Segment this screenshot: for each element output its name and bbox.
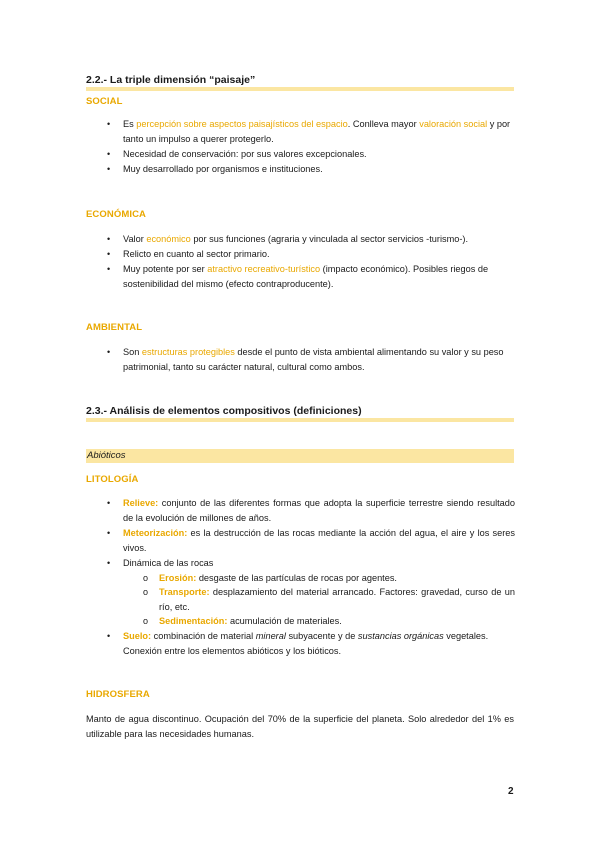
- ambiental-bullet-1: • Son estructuras protegibles desde el punto de vista ambiental alimentando su valor y su peso patrimonial, tanto su carácter natural, cultural como ambos.: [107, 347, 504, 372]
- economica-bullet-2: • Relicto en cuanto al sector primario.: [123, 247, 515, 262]
- bullet-icon: •: [107, 528, 111, 538]
- bullet-icon: •: [107, 249, 111, 259]
- sub-bullet-icon: o: [143, 587, 149, 597]
- economica-bullet-3: • Muy potente por ser atractivo recreativo-turístico (impacto económico). Posibles riegos de sostenibilidad del mismo (efecto contraproducente).: [107, 264, 489, 289]
- bullet-icon: •: [107, 264, 111, 274]
- sedimentacion-subbullet: o Sedimentación: acumulación de materiales.: [159, 614, 515, 629]
- social-bullet-2: • Necesidad de conservación: por sus valores excepcionales.: [123, 147, 515, 162]
- hidrosfera-heading: HIDROSFERA: [86, 689, 150, 700]
- bullet-icon: •: [107, 631, 111, 641]
- suelo-bullet: • Suelo: combinación de material mineral subyacente y de sustancias orgánicas vegetales. Conexión entre los elementos abióticos y los bióticos.: [107, 631, 489, 656]
- erosion-subbullet: o Erosión: desgaste de las partículas de rocas por agentes.: [159, 571, 515, 586]
- litologia-heading: LITOLOGÍA: [86, 474, 139, 485]
- social-heading: SOCIAL: [86, 96, 123, 107]
- economica-bullet-1: • Valor económico por sus funciones (agraria y vinculada al sector servicios -turismo-).: [123, 232, 515, 247]
- hidrosfera-paragraph: Manto de agua discontinuo. Ocupación del 70% de la superficie del planeta. Solo alrededor del 1% es utilizable para las necesidades humanas.: [86, 714, 514, 739]
- bullet-icon: •: [107, 164, 111, 174]
- term-label: Sedimentación:: [159, 616, 228, 626]
- highlight-term: valoración social: [419, 119, 488, 129]
- highlight-term: económico: [146, 234, 191, 244]
- page-number: 2: [508, 786, 514, 797]
- section-2-2-title: 2.2.- La triple dimensión “paisaje”: [86, 74, 256, 86]
- social-bullet-1: • Es percepción sobre aspectos paisajísticos del espacio. Conlleva mayor valoración social y por tanto un impulso a querer protegerlo.: [107, 119, 511, 144]
- term-label: Meteorización:: [123, 528, 188, 538]
- dinamica-bullet: • Dinámica de las rocas: [123, 556, 515, 571]
- term-label: Relieve:: [123, 498, 159, 508]
- transporte-subbullet: o Transporte: desplazamiento del material arrancado. Factores: gravedad, curso de un río, etc.: [143, 587, 515, 612]
- term-label: Suelo:: [123, 631, 152, 641]
- highlight-term: percepción sobre aspectos paisajísticos del espacio: [136, 119, 348, 129]
- section-2-3-title: 2.3.- Análisis de elementos compositivos (definiciones): [86, 405, 362, 417]
- bullet-icon: •: [107, 119, 111, 129]
- relieve-bullet: • Relieve: conjunto de las diferentes formas que adopta la superficie terrestre siendo resultado de la evolución de millones de años.: [107, 498, 515, 523]
- bullet-icon: •: [107, 347, 111, 357]
- sub-bullet-icon: o: [143, 573, 149, 583]
- abioticos-subheading: Abióticos: [86, 449, 514, 463]
- sub-bullet-icon: o: [143, 616, 149, 626]
- term-label: Transporte:: [159, 587, 210, 597]
- section-2-3-underline: [86, 418, 514, 422]
- bullet-icon: •: [107, 498, 111, 508]
- bullet-icon: •: [107, 234, 111, 244]
- term-label: Erosión:: [159, 573, 197, 583]
- economica-heading: ECONÓMICA: [86, 209, 147, 220]
- section-2-2-underline: [86, 87, 514, 91]
- social-bullet-3: • Muy desarrollado por organismos e instituciones.: [123, 162, 515, 177]
- ambiental-heading: AMBIENTAL: [86, 322, 143, 333]
- highlight-term: estructuras protegibles: [141, 347, 235, 357]
- bullet-icon: •: [107, 558, 111, 568]
- meteorizacion-bullet: • Meteorización: es la destrucción de las rocas mediante la acción del agua, el aire y los seres vivos.: [107, 528, 515, 553]
- bullet-icon: •: [107, 149, 111, 159]
- highlight-term: atractivo recreativo-turístico: [207, 264, 321, 274]
